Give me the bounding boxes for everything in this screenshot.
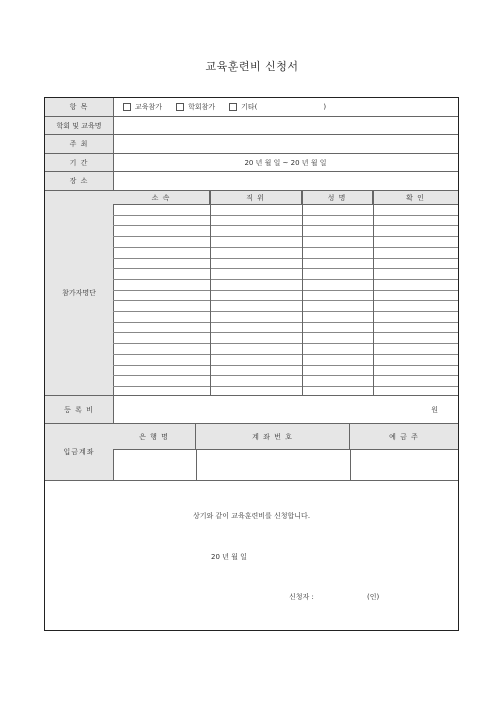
participant-row-line <box>113 247 458 248</box>
header-account-number: 계 좌 번 호 <box>196 424 350 450</box>
row-account <box>45 424 458 481</box>
checkbox-other[interactable] <box>229 103 237 111</box>
label-fee: 등 록 비 <box>45 396 114 423</box>
fee-field[interactable] <box>113 396 458 423</box>
applicant-name-field[interactable] <box>327 588 363 602</box>
period-field[interactable]: 20 년 월 일 ~ 20 년 월 일 <box>244 158 327 167</box>
header-bank: 은 행 명 <box>113 424 196 450</box>
row-org <box>45 117 458 135</box>
participant-row-line <box>113 354 458 355</box>
option-other-close: ) <box>323 103 327 111</box>
participant-row-line <box>113 343 458 344</box>
row-place <box>45 172 458 191</box>
participant-row-line <box>113 215 458 216</box>
col-divider <box>210 191 211 396</box>
participant-row-line <box>113 365 458 366</box>
application-form <box>44 97 459 631</box>
label-participants: 참가자명단 <box>45 191 114 395</box>
participant-row-line <box>113 268 458 269</box>
header-name: 성 명 <box>302 191 373 204</box>
participant-row-line <box>113 322 458 323</box>
bank-field[interactable] <box>113 451 196 481</box>
host-field[interactable] <box>113 135 458 153</box>
date-line: 20 년 월 일 <box>211 553 247 561</box>
row-host <box>45 135 458 154</box>
seal-mark: (인) <box>367 593 380 601</box>
org-field[interactable] <box>113 117 458 134</box>
header-holder: 예 금 주 <box>350 424 458 450</box>
col-divider <box>373 191 374 396</box>
item-options <box>113 98 458 116</box>
option-education-label: 교육참가 <box>135 103 163 111</box>
label-host: 주 최 <box>45 135 114 153</box>
participant-row-line <box>113 290 458 291</box>
applicant-label: 신청자 : <box>289 593 314 601</box>
participants-section <box>45 191 458 396</box>
participant-row-line <box>113 332 458 333</box>
option-other-label: 기타( <box>241 103 258 111</box>
participant-row-line <box>113 225 458 226</box>
holder-field[interactable] <box>351 451 458 481</box>
label-account: 입금계좌 <box>45 424 114 480</box>
label-org: 학회 및 교육명 <box>45 117 114 134</box>
header-position: 직 위 <box>210 191 302 204</box>
page-title: 교육훈련비 신청서 <box>205 60 299 73</box>
participant-row-line <box>113 279 458 280</box>
label-period: 기 간 <box>45 154 114 171</box>
header-confirm: 확 인 <box>373 191 458 204</box>
participant-header-line <box>113 204 458 205</box>
participant-row-line <box>113 311 458 312</box>
row-item <box>45 98 458 117</box>
header-affiliation: 소 속 <box>113 191 210 204</box>
checkbox-education[interactable] <box>123 103 131 111</box>
account-number-field[interactable] <box>197 451 350 481</box>
option-conference-label: 학회참가 <box>188 103 216 111</box>
statement-text: 상기와 같이 교육훈련비를 신청합니다. <box>192 512 311 520</box>
participant-row-line <box>113 236 458 237</box>
participant-row-line <box>113 300 458 301</box>
label-place: 장 소 <box>45 172 114 190</box>
label-item: 항 목 <box>45 98 114 116</box>
checkbox-conference[interactable] <box>176 103 184 111</box>
participant-row-line <box>113 375 458 376</box>
participant-row-line <box>113 258 458 259</box>
fee-unit: 원 <box>431 405 438 414</box>
col-divider <box>302 191 303 396</box>
row-period <box>45 154 458 172</box>
row-fee <box>45 396 458 424</box>
place-field[interactable] <box>113 172 458 190</box>
participant-row-line <box>113 386 458 387</box>
